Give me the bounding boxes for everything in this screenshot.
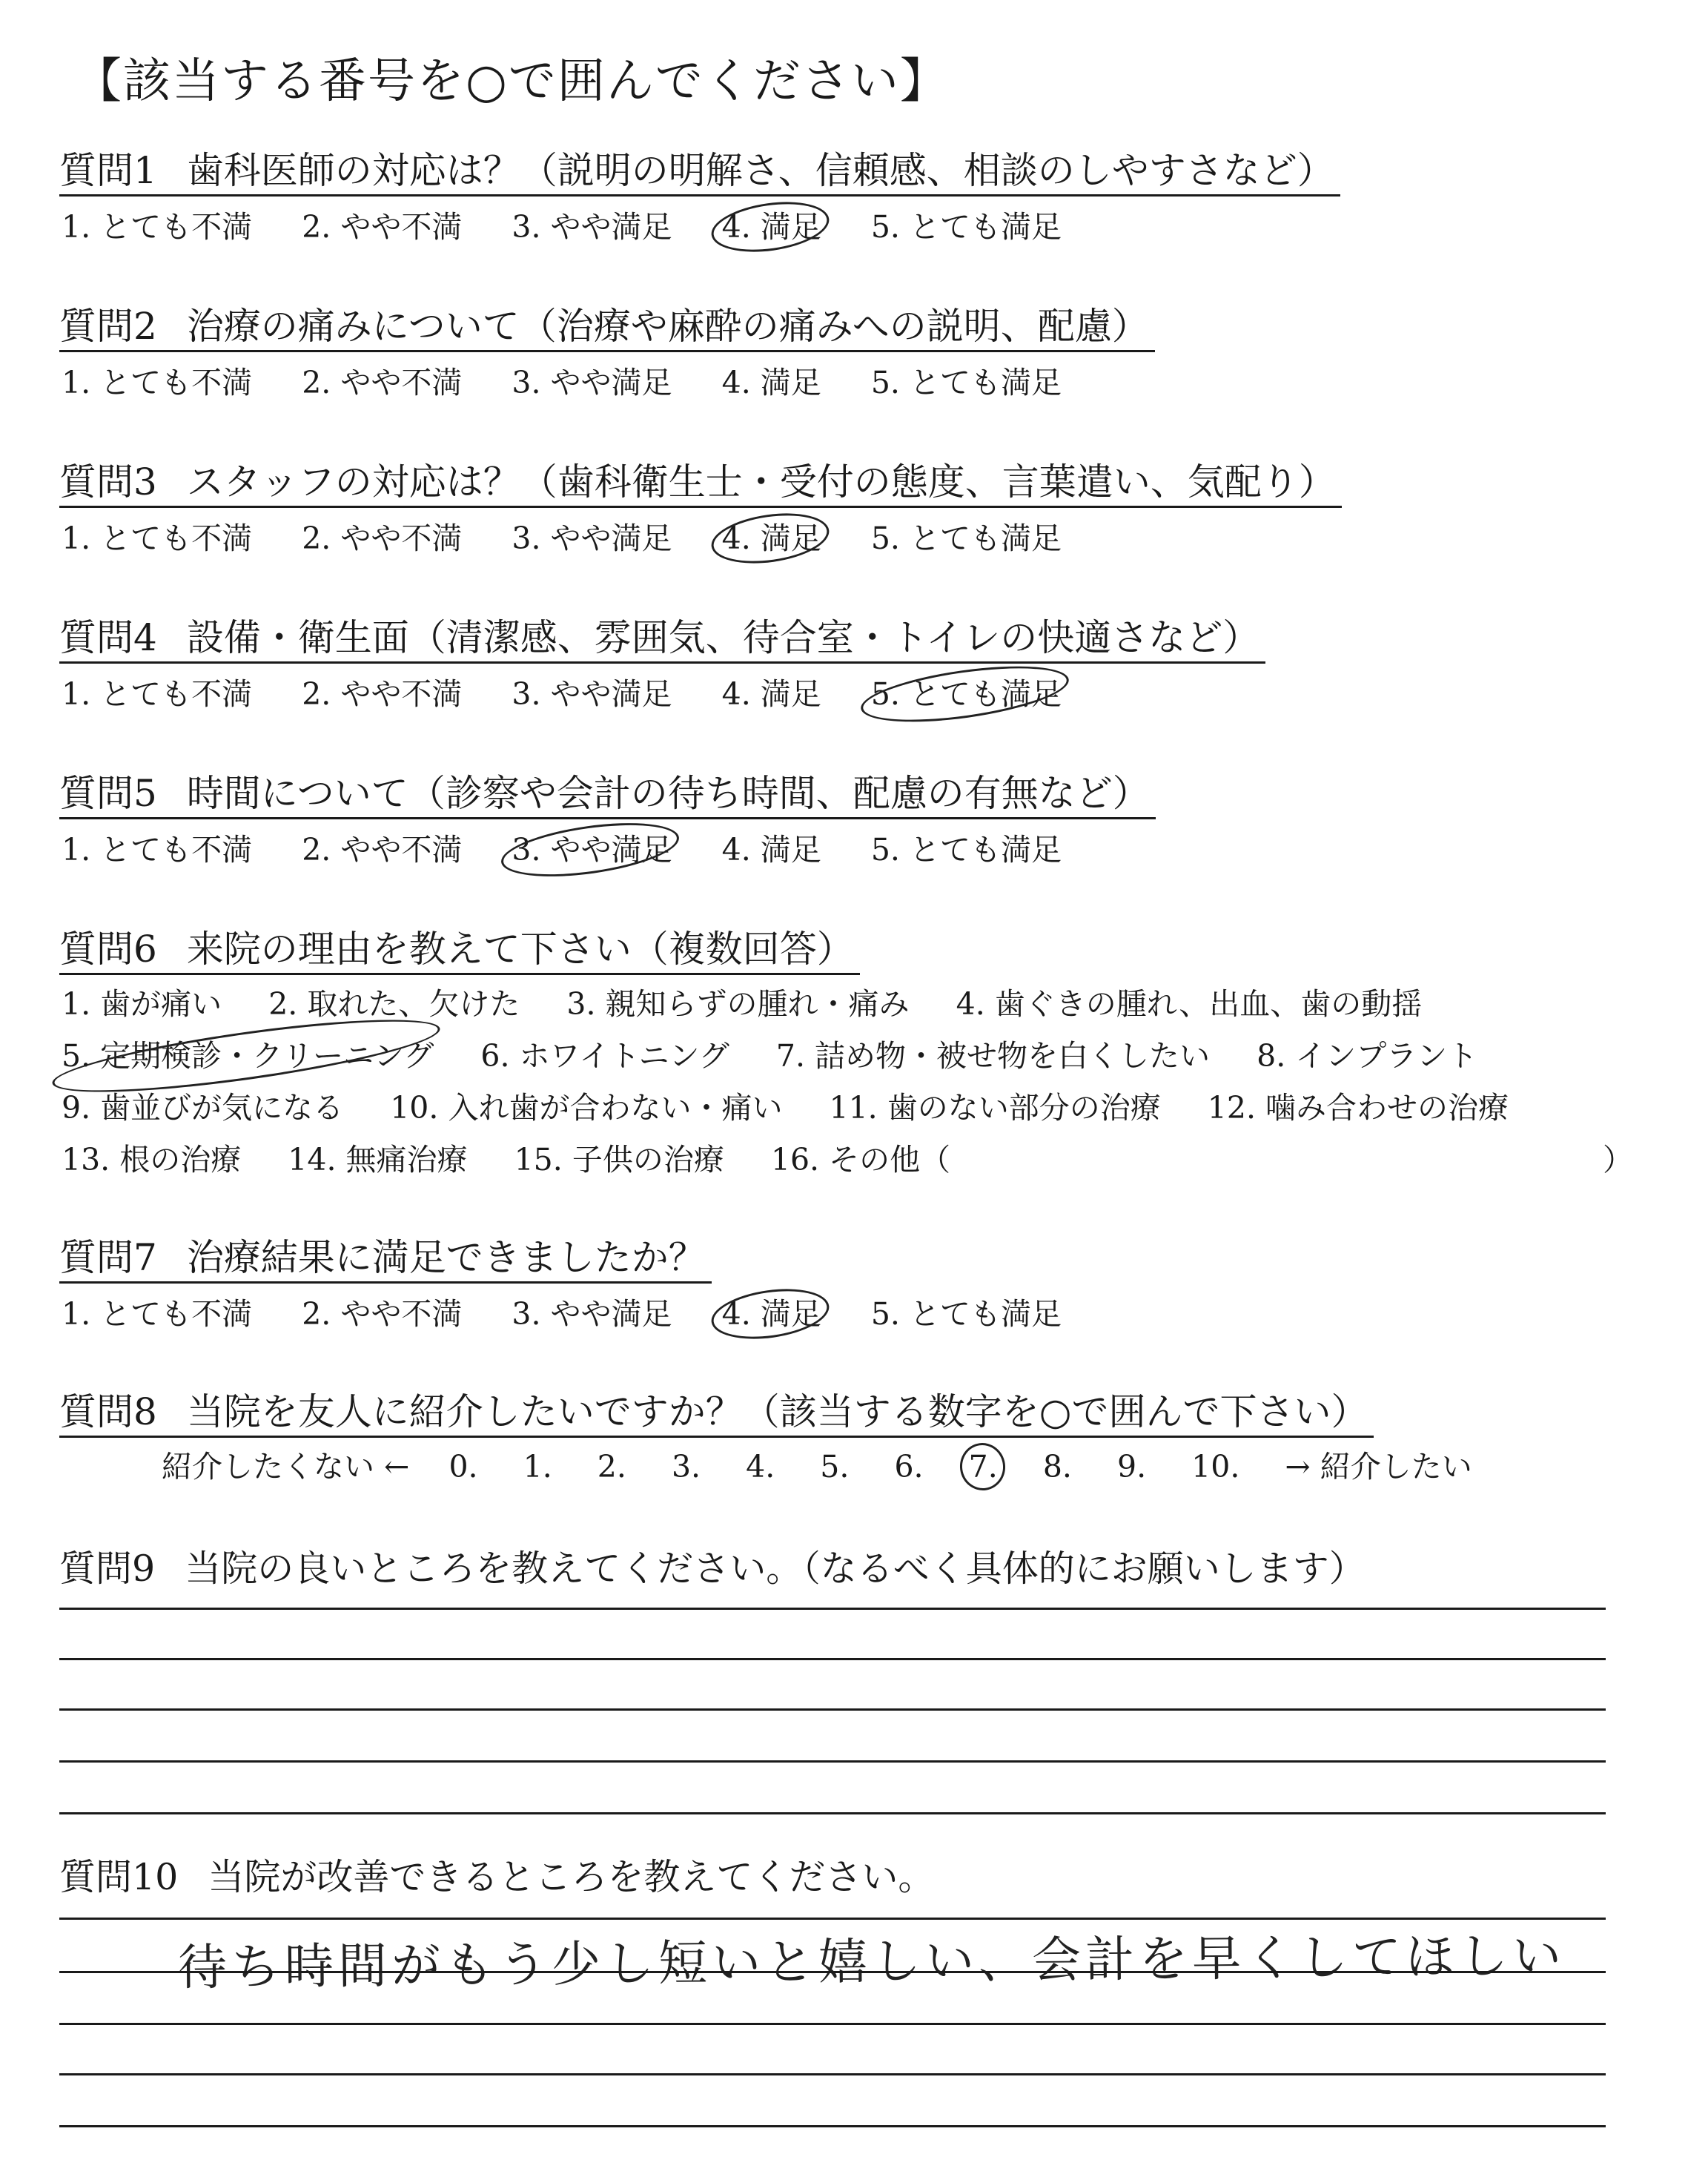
page-title: 【該当する番号を○で囲んでください】 xyxy=(74,54,949,109)
answer-line[interactable] xyxy=(59,1658,1606,1660)
question-text: 歯科医師の対応は？（説明の明解さ、信頼感、相談のしやすさなど） xyxy=(186,149,1334,192)
question-5-options xyxy=(59,829,1099,871)
option-4-selected[interactable]: 4. 満足 xyxy=(720,1293,824,1335)
question-text: 時間について（診察や会計の待ち時間、配慮の有無など） xyxy=(186,772,1150,815)
option-3[interactable]: 3. やや満足 xyxy=(512,1296,672,1332)
option-5[interactable]: 5. とても満足 xyxy=(870,365,1062,400)
scale-0[interactable]: 0. xyxy=(448,1449,478,1484)
option-1[interactable]: 1. 歯が痛い xyxy=(62,986,222,1022)
question-6-options-row-4 xyxy=(59,1139,985,1180)
question-text: 当院の良いところを教えてください。（なるべく具体的にお願いします） xyxy=(185,1548,1366,1590)
option-5[interactable]: 5. とても満足 xyxy=(870,209,1062,245)
question-text: 来院の理由を教えて下さい（複数回答） xyxy=(186,928,854,971)
question-text: 当院が改善できるところを教えてください。 xyxy=(208,1856,935,1898)
scale-8[interactable]: 8. xyxy=(1042,1449,1072,1484)
question-2-heading xyxy=(59,303,1155,352)
option-1[interactable]: 1. とても不満 xyxy=(62,521,253,556)
question-number: 質問3 xyxy=(59,460,157,503)
scale-9[interactable]: 9. xyxy=(1116,1449,1147,1484)
question-number: 質問7 xyxy=(59,1236,157,1279)
option-5[interactable]: 5. とても満足 xyxy=(870,521,1062,556)
option-3[interactable]: 3. やや満足 xyxy=(512,676,672,712)
question-number: 質問2 xyxy=(59,305,157,348)
question-8-heading xyxy=(59,1388,1374,1438)
answer-line[interactable] xyxy=(59,2023,1606,2025)
option-13[interactable]: 13. 根の治療 xyxy=(62,1142,242,1178)
question-number: 質問8 xyxy=(59,1390,157,1433)
option-5[interactable]: 5. とても満足 xyxy=(870,1296,1062,1332)
question-text: 設備・衛生面（清潔感、雰囲気、待合室・トイレの快適さなど） xyxy=(186,616,1260,659)
option-9[interactable]: 9. 歯並びが気になる xyxy=(62,1090,344,1126)
question-number: 質問10 xyxy=(59,1856,179,1898)
option-2[interactable]: 2. やや不満 xyxy=(302,209,463,245)
option-6[interactable]: 6. ホワイトニング xyxy=(480,1038,729,1074)
option-1[interactable]: 1. とても不満 xyxy=(62,1296,253,1332)
option-8[interactable]: 8. インプラント xyxy=(1257,1038,1478,1074)
question-10-heading xyxy=(59,1854,934,1901)
option-15[interactable]: 15. 子供の治療 xyxy=(514,1142,724,1178)
option-1[interactable]: 1. とても不満 xyxy=(62,676,253,712)
option-2[interactable]: 2. やや不満 xyxy=(302,832,463,868)
recommend-scale xyxy=(162,1446,1502,1487)
scale-10[interactable]: 10. xyxy=(1191,1449,1240,1484)
question-text: スタッフの対応は？（歯科衛生士・受付の態度、言葉遣い、気配り） xyxy=(186,460,1336,503)
answer-line[interactable] xyxy=(59,1708,1606,1711)
question-7-heading xyxy=(59,1234,712,1284)
option-5-selected[interactable]: 5. 定期検診・クリーニング xyxy=(59,1035,436,1077)
question-text: 治療結果に満足できましたか？ xyxy=(186,1236,706,1279)
option-16-other[interactable]: 16. その他（ xyxy=(770,1142,951,1178)
option-7[interactable]: 7. 詰め物・被せ物を白くしたい xyxy=(775,1038,1211,1074)
option-14[interactable]: 14. 無痛治療 xyxy=(288,1142,468,1178)
scale-7-selected[interactable]: 7. xyxy=(969,1446,998,1487)
scale-4[interactable]: 4. xyxy=(746,1449,775,1484)
option-5[interactable]: 5. とても満足 xyxy=(870,832,1062,868)
option-2[interactable]: 2. やや不満 xyxy=(302,676,463,712)
answer-line[interactable] xyxy=(59,2125,1606,2127)
scale-1[interactable]: 1. xyxy=(523,1449,552,1484)
option-2[interactable]: 2. やや不満 xyxy=(302,521,463,556)
scale-3[interactable]: 3. xyxy=(671,1449,701,1484)
option-2[interactable]: 2. やや不満 xyxy=(302,1296,463,1332)
question-3-options xyxy=(59,518,1099,559)
option-3[interactable]: 3. やや満足 xyxy=(512,521,672,556)
question-4-options xyxy=(59,673,1099,715)
question-1-heading xyxy=(59,147,1340,196)
question-5-heading xyxy=(59,770,1156,819)
answer-line[interactable] xyxy=(59,2073,1606,2075)
question-number: 質問5 xyxy=(59,772,157,815)
option-3[interactable]: 3. 親知らずの腫れ・痛み xyxy=(566,986,910,1022)
question-3-heading xyxy=(59,458,1342,508)
answer-line[interactable] xyxy=(59,1812,1606,1814)
question-6-options-row-1 xyxy=(59,983,1457,1025)
option-5-selected[interactable]: 5. とても満足 xyxy=(869,673,1064,715)
question-number: 質問1 xyxy=(59,149,157,192)
option-4[interactable]: 4. 満足 xyxy=(721,832,821,868)
scale-left-label: 紹介したくない ← xyxy=(162,1449,410,1484)
answer-line[interactable] xyxy=(59,1608,1606,1610)
answer-line[interactable] xyxy=(59,1971,1606,1973)
option-3[interactable]: 3. やや満足 xyxy=(512,209,672,245)
handwritten-answer: 待ち時間がもう少し短いと嬉しい、会計を早くしてほしい xyxy=(177,1926,1566,1997)
question-number: 質問9 xyxy=(59,1548,156,1590)
question-9-heading xyxy=(59,1545,1366,1593)
option-1[interactable]: 1. とても不満 xyxy=(62,365,253,400)
option-4-selected[interactable]: 4. 満足 xyxy=(720,518,824,559)
option-2[interactable]: 2. 取れた、欠けた xyxy=(268,986,520,1022)
option-3-selected[interactable]: 3. やや満足 xyxy=(509,829,674,871)
option-4[interactable]: 4. 満足 xyxy=(721,676,821,712)
option-4[interactable]: 4. 歯ぐきの腫れ、出血、歯の動揺 xyxy=(956,986,1423,1022)
option-4-selected[interactable]: 4. 満足 xyxy=(720,206,824,248)
option-1[interactable]: 1. とても不満 xyxy=(62,209,253,245)
question-number: 質問4 xyxy=(59,616,157,659)
other-close-paren: ） xyxy=(1603,1142,1633,1178)
scale-5[interactable]: 5. xyxy=(820,1449,850,1484)
option-11[interactable]: 11. 歯のない部分の治療 xyxy=(829,1090,1161,1126)
scale-right-label: → 紹介したい xyxy=(1285,1449,1472,1484)
question-1-options xyxy=(59,206,1099,248)
question-6-options-row-3 xyxy=(59,1087,1543,1129)
option-1[interactable]: 1. とても不満 xyxy=(62,832,253,868)
question-7-options xyxy=(59,1293,1099,1335)
question-number: 質問6 xyxy=(59,928,157,971)
question-2-options xyxy=(59,362,1099,403)
question-4-heading xyxy=(59,614,1265,664)
option-10[interactable]: 10. 入れ歯が合わない・痛い xyxy=(390,1090,783,1126)
option-4[interactable]: 4. 満足 xyxy=(721,365,821,400)
option-3[interactable]: 3. やや満足 xyxy=(512,365,672,400)
question-text: 当院を友人に紹介したいですか？（該当する数字を○で囲んで下さい） xyxy=(186,1390,1368,1433)
question-6-heading xyxy=(59,925,860,975)
question-text: 治療の痛みについて（治療や麻酔の痛みへの説明、配慮） xyxy=(186,305,1149,348)
option-12[interactable]: 12. 噛み合わせの治療 xyxy=(1207,1090,1509,1126)
scale-6[interactable]: 6. xyxy=(894,1449,924,1484)
option-2[interactable]: 2. やや不満 xyxy=(302,365,463,400)
question-6-options-row-2 xyxy=(59,1035,1512,1077)
scale-2[interactable]: 2. xyxy=(597,1449,626,1484)
answer-line[interactable] xyxy=(59,1760,1606,1763)
